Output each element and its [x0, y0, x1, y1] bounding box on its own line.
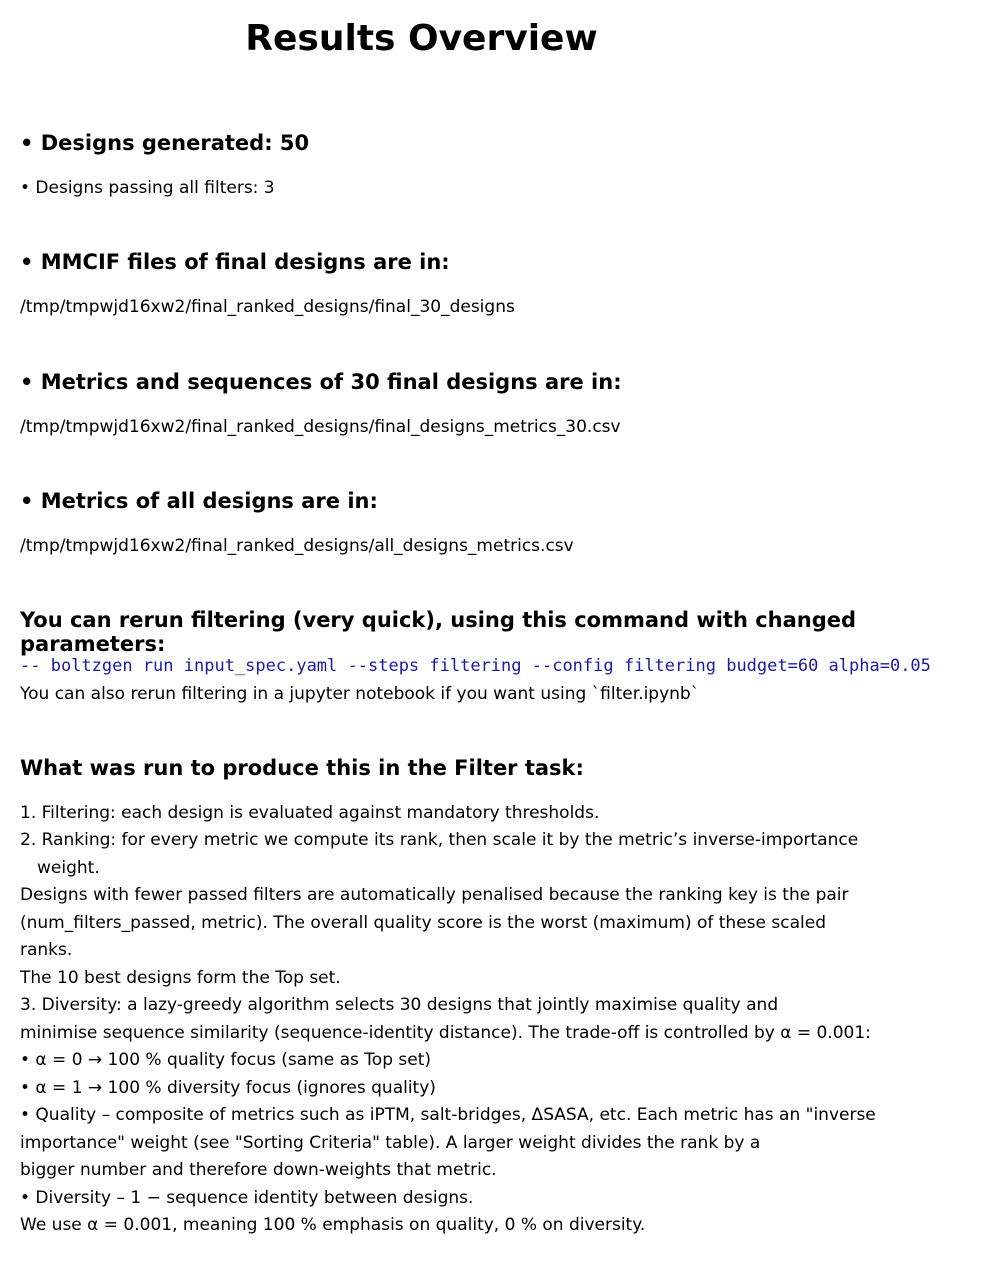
designs-generated-heading: • Designs generated: 50	[20, 131, 310, 155]
mmcif-heading: • MMCIF files of final designs are in:	[20, 250, 450, 274]
metrics-all-path: /tmp/tmpwjd16xw2/final_ranked_designs/all_designs_metrics.csv	[20, 536, 574, 556]
explanation-line: 3. Diversity: a lazy-greedy algorithm selects 30 designs that jointly maximise quality and	[20, 995, 779, 1015]
explanation-line: weight.	[37, 858, 100, 878]
mmcif-path: /tmp/tmpwjd16xw2/final_ranked_designs/final_30_designs	[20, 297, 515, 317]
explanation-line: We use α = 0.001, meaning 100 % emphasis on quality, 0 % on diversity.	[20, 1215, 646, 1235]
explanation-line: • Diversity – 1 − sequence identity between designs.	[20, 1188, 474, 1208]
explanation-line: (num_filters_passed, metric). The overall quality score is the worst (maximum) of these scaled	[20, 913, 826, 933]
metrics-final-heading: • Metrics and sequences of 30 final designs are in:	[20, 370, 622, 394]
explanation-line: minimise sequence similarity (sequence-identity distance). The trade-off is controlled by α = 0.001:	[20, 1023, 871, 1043]
notebook-note: You can also rerun filtering in a jupyter notebook if you want using `filter.ipynb`	[20, 684, 700, 704]
metrics-all-heading: • Metrics of all designs are in:	[20, 489, 378, 513]
explanation-line: 2. Ranking: for every metric we compute its rank, then scale it by the metric’s inverse-importance	[20, 830, 859, 850]
explanation-line: The 10 best designs form the Top set.	[20, 968, 341, 988]
explanation-line: 1. Filtering: each design is evaluated against mandatory thresholds.	[20, 803, 600, 823]
explanation-line: Designs with fewer passed filters are automatically penalised because the ranking key is the pair	[20, 885, 849, 905]
metrics-final-path: /tmp/tmpwjd16xw2/final_ranked_designs/final_designs_metrics_30.csv	[20, 417, 621, 437]
rerun-heading-line2: parameters:	[20, 632, 166, 656]
explanation-line: bigger number and therefore down-weights that metric.	[20, 1160, 497, 1180]
page-title: Results Overview	[245, 18, 598, 59]
designs-passing-text: • Designs passing all filters: 3	[20, 178, 275, 198]
rerun-heading-line1: You can rerun filtering (very quick), using this command with changed	[20, 608, 857, 632]
explanation-line: • α = 0 → 100 % quality focus (same as Top set)	[20, 1050, 432, 1070]
explanation-line: • α = 1 → 100 % diversity focus (ignores quality)	[20, 1078, 436, 1098]
explanation-heading: What was run to produce this in the Filter task:	[20, 756, 584, 780]
explanation-line: • Quality – composite of metrics such as iPTM, salt-bridges, ΔSASA, etc. Each metric has an "inverse	[20, 1105, 876, 1125]
explanation-line: ranks.	[20, 940, 73, 960]
rerun-command: -- boltzgen run input_spec.yaml --steps filtering --config filtering budget=60 alpha=0.05	[20, 656, 931, 676]
explanation-line: importance" weight (see "Sorting Criteria" table). A larger weight divides the rank by a	[20, 1133, 761, 1153]
